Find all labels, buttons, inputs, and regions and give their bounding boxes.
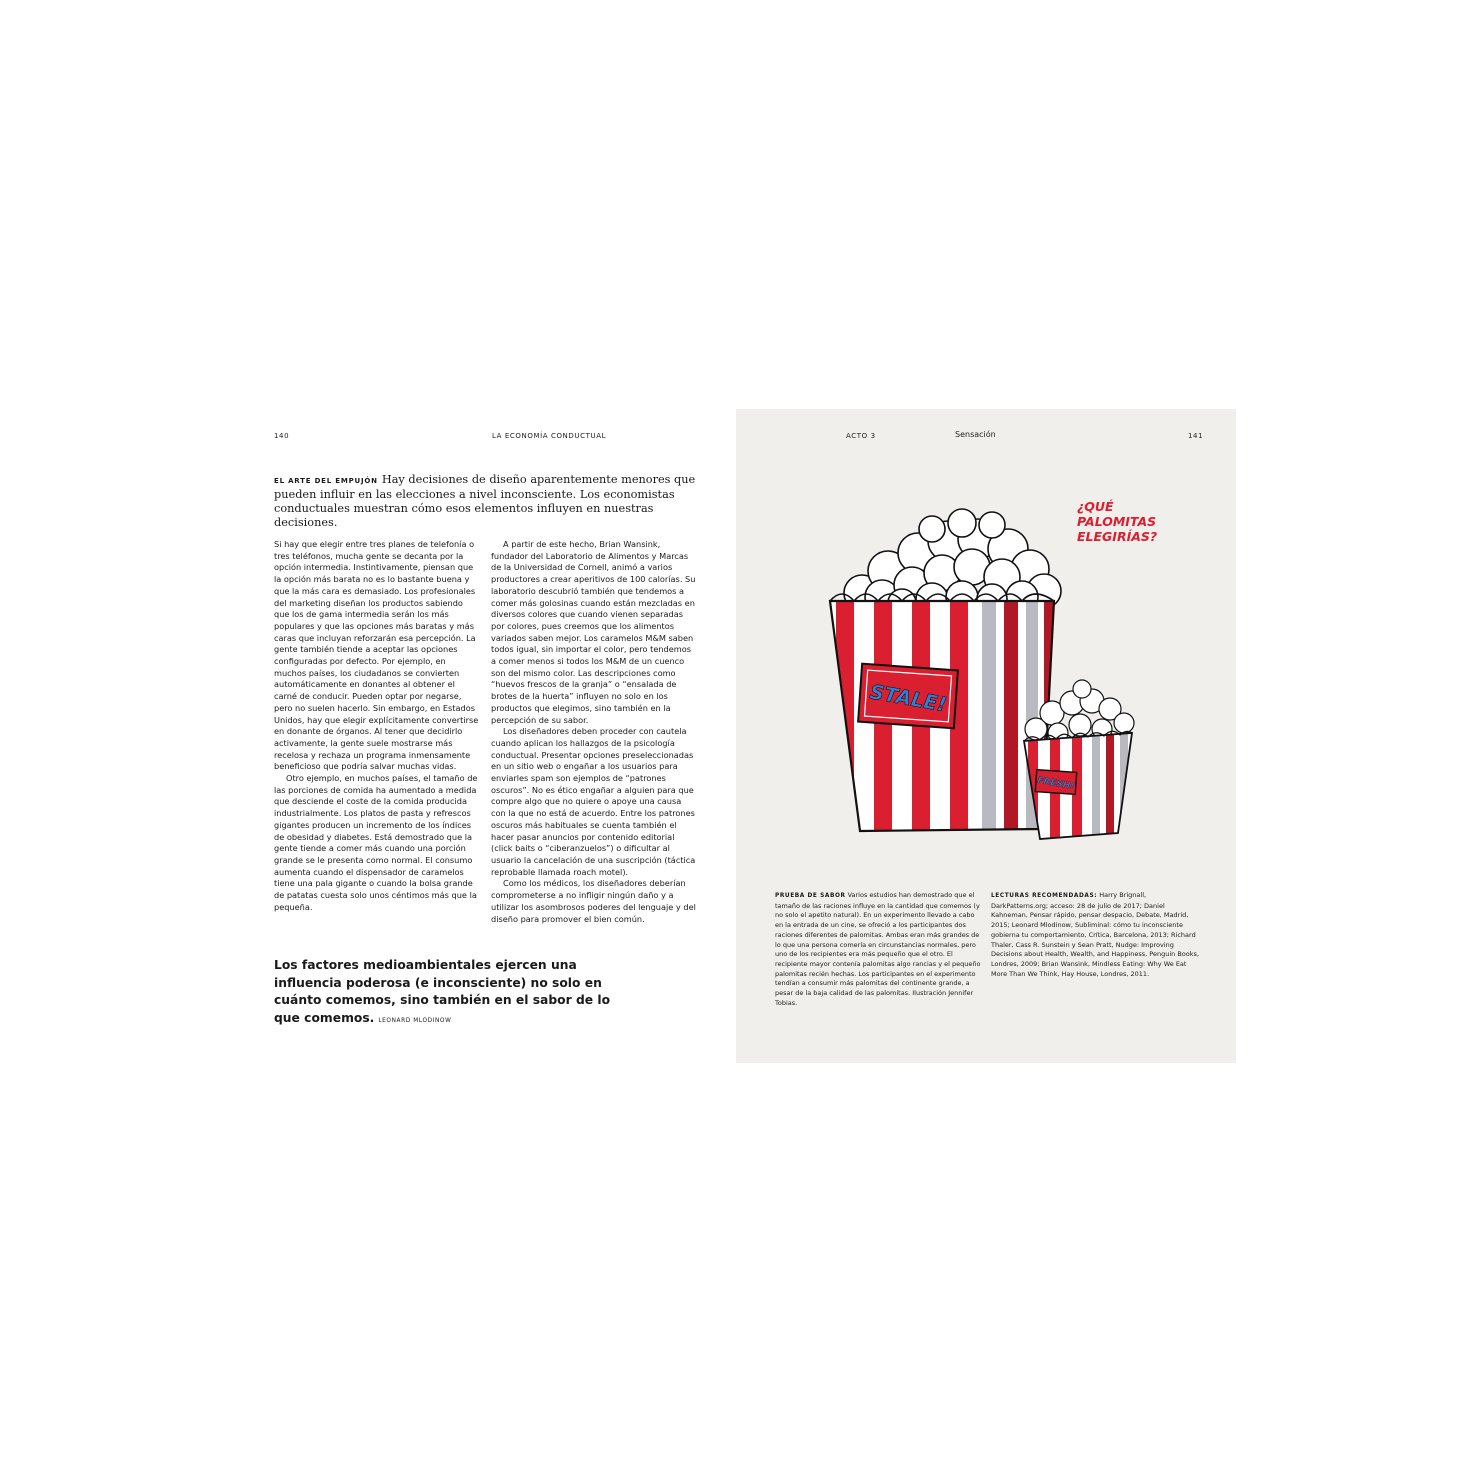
readings-title: LECTURAS RECOMENDADAS: [991, 893, 1098, 899]
body-paragraph: Como los médicos, los diseñadores deberían comprometerse a no infligir ningún daño y a utilizar los asombrosos poderes del lenguaje y del diseño para promover el bien común. [491, 878, 696, 924]
running-head: LA ECONOMÍA CONDUCTUAL [492, 432, 607, 440]
recommended-readings [991, 891, 1201, 979]
intro-paragraph [274, 473, 706, 530]
left-page [250, 409, 736, 1063]
act-label: ACTO 3 [846, 432, 876, 440]
section-title: Sensación [955, 430, 996, 439]
small-box-label: FRESH! [1036, 775, 1076, 793]
body-column-2 [491, 539, 698, 925]
caption-text: Varios estudios han demostrado que el tamaño de las raciones influye en la cantidad que comemos (y no solo el apetito natural). En un experimento llevado a cabo en la entrada de un cine, se ofreció a los participantes dos raciones diferentes de palomitas. Ambas eran más grandes de lo que una persona comería en circunstancias normales, pero uno de los recipientes era más pequeño que el otro. El recipiente mayor contenía palomitas algo rancias y el pequeño palomitas recién hechas. Los participantes en el experimento tendían a consumir más palomitas del continente grande, a pesar de la baja calidad de las palomitas. Ilustración Jennifer Tobias. [775, 891, 981, 1007]
body-paragraph: Otro ejemplo, en muchos países, el tamaño de las porciones de comida ha aumentado a medida que desciende el coste de la comida producida industrialmente. Los platos de pasta y refrescos gigantes producen un incremento de los índices de obesidad y diabetes. Está demostrado que la gente tiende a comer más cuando una porción grande se le presenta como normal. El consumo aumenta cuando el dispensador de caramelos tiene una pala gigante o cuando la bolsa grande de patatas cuesta solo unos céntimos más que la pequeña. [274, 773, 478, 912]
right-page [736, 409, 1236, 1063]
callout-line: PALOMITAS [1077, 514, 1157, 529]
page-number-left: 140 [274, 432, 290, 440]
body-paragraph: A partir de este hecho, Brian Wansink, fundador del Laboratorio de Alimentos y Marcas de la Universidad de Cornell, animó a varios productores a crear aperitivos de 100 calorías. Su laboratorio descubrió también que tendemos a comer más golosinas cuando están mezcladas en diversos colores que cuando vienen separadas por colores, pues creemos que los alimentos variados saben mejor. Los caramelos M&M saben todos igual, sin importar el color, pero tendemos a comer menos si todos los M&M de un cuenco son del mismo color. Las descripciones como “huevos frescos de la granja” o “ensalada de brotes de la huerta” influyen no solo en los productos que elegimos, sino también en la percepción de su sabor. [491, 539, 696, 725]
popcorn-illustration [822, 501, 1152, 861]
caption-taste-test [775, 891, 983, 1008]
pull-quote [274, 957, 634, 1030]
fresh-label [1035, 770, 1076, 795]
page-number-right: 141 [1188, 432, 1204, 440]
callout-line: ¿QUÉ [1077, 499, 1114, 514]
big-box-label: STALE! [867, 679, 949, 717]
section-label: EL ARTE DEL EMPUJÓN [274, 477, 378, 485]
callout-line: ELEGIRÍAS? [1077, 529, 1158, 544]
quote-text: Los factores medioambientales ejercen una influencia poderosa (e inconsciente) no solo en cuánto comemos, sino también en el sabor de lo que comemos. [274, 958, 611, 1025]
body-paragraph: Si hay que elegir entre tres planes de telefonía o tres teléfonos, mucha gente se decanta por la opción intermedia. Instintivamente, piensan que la opción más barata no es lo bastante buena y que la más cara es demasiado. Los profesionales del marketing diseñan los productos sabiendo que los de gama intermedia serán los más populares y que las opciones más baratas y más caras que incluyan reforzarán esa percepción. La gente también tiende a aceptar las opciones configuradas por defecto. Por ejemplo, en muchos países, los ciudadanos se convierten automáticamente en donantes al obtener el carné de conducir. Pueden optar por negarse, pero no suelen hacerlo. Sin embargo, en Estados Unidos, hay que elegir explícitamente convertirse en donante de órganos. Al tener que decidirlo activamente, la gente suele mostrarse más recelosa y rechaza un programa inmensamente beneficioso que podría salvar muchas vidas. [274, 539, 479, 772]
caption-title: PRUEBA DE SABOR [775, 893, 846, 899]
readings-text: Harry Brignall, DarkPatterns.org; acceso: 28 de julio de 2017; Daniel Kahneman, Pensar rápido, pensar despacio, Debate, Madrid, 2015; Leonard Mlodinow, Subliminal: cómo tu inconsciente gobierna tu comportamiento, Crítica, Barcelona, 2013; Richard Thaler, Cass R. Sunstein y Sean Pratt, Nudge: Improving Decisions about Health, Wealth, and Happiness, Penguin Books, Londres, 2009; Brian Wansink, Mindless Eating: Why We Eat More Than We Think, Hay House, Londres, 2011. [991, 891, 1199, 978]
body-paragraph: Los diseñadores deben proceder con cautela cuando aplican los hallazgos de la psicología conductual. Presentar opciones preseleccionadas en un sitio web o engañar a los usuarios para enviarles spam son ejemplos de “patrones oscuros”. No es ético engañar a alguien para que compre algo que no quiere o apoye una causa con la que no está de acuerdo. Entre los patrones oscuros más habituales se cuenta también el hacer pasar anuncios por contenido editorial (click baits o “ciberanzuelos”) o dificultar al usuario la cancelación de una suscripción (táctica reprobable llamada roach motel). [491, 726, 696, 877]
quote-author: LEONARD MLODINOW [378, 1017, 452, 1024]
body-column-1 [274, 539, 479, 914]
intro-text: Hay decisiones de diseño aparentemente menores que pueden influir en las elecciones a nivel inconsciente. Los economistas conductuales muestran cómo esos elementos influyen en nuestras decisiones. [274, 473, 696, 529]
stale-label [858, 664, 958, 729]
